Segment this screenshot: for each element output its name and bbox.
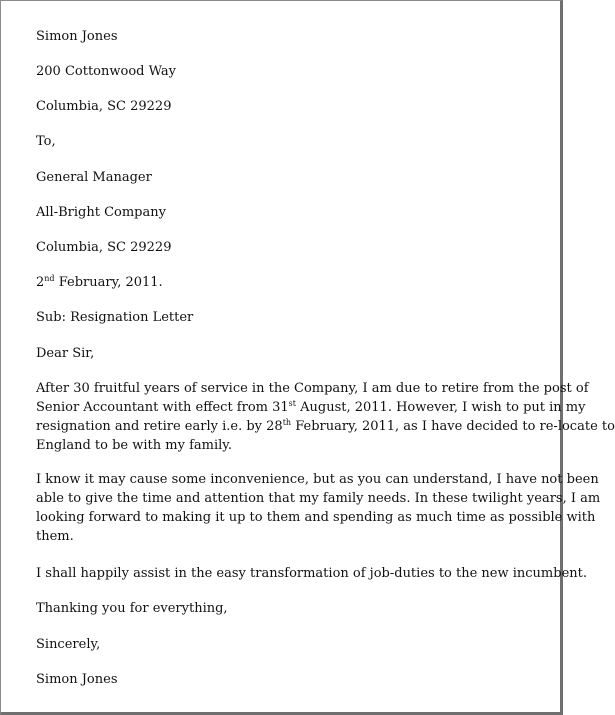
salutation: Dear Sir,	[36, 346, 95, 361]
paragraph-1-line-2-sup: st	[288, 399, 296, 408]
paragraph-1-line-2	[36, 399, 586, 418]
subject-line: Sub: Resignation Letter	[36, 310, 194, 325]
letter-date	[36, 274, 546, 292]
paragraph-1-line-3-b: February, 2011, as I have decided to re-locate to	[291, 419, 615, 434]
paragraph-1-line-3-sup: th	[282, 418, 292, 427]
sender-name: Simon Jones	[36, 29, 118, 44]
paragraph-1-line-2-b: August, 2011. However, I wish to put in my	[295, 400, 586, 415]
sender-street: 200 Cottonwood Way	[36, 64, 176, 79]
date-day: 2	[36, 275, 45, 290]
signature-name: Simon Jones	[36, 672, 118, 687]
paragraph-1	[36, 380, 615, 456]
closing-line: Sincerely,	[36, 637, 101, 652]
sender-city: Columbia, SC 29229	[36, 99, 172, 114]
paragraph-2-line-3: looking forward to making it up to them and spending as much time as possible with	[36, 510, 596, 525]
date-suffix: nd	[44, 274, 55, 283]
recipient-company: All-Bright Company	[36, 205, 166, 220]
paragraph-3: I shall happily assist in the easy transformation of job-duties to the new incumbent.	[36, 566, 588, 581]
paragraph-1-line-3	[36, 418, 615, 437]
thanks-line: Thanking you for everything,	[36, 601, 228, 616]
paragraph-2-line-1: I know it may cause some inconvenience, but as you can understand, I have not been	[36, 472, 599, 487]
paragraph-2-line-2: able to give the time and attention that my family needs. In these twilight years, I am	[36, 491, 601, 506]
paragraph-1-line-2-a: Senior Accountant with effect from 31	[36, 400, 289, 415]
paragraph-2-line-4: them.	[36, 529, 74, 544]
to-label: To,	[36, 134, 56, 149]
recipient-title: General Manager	[36, 170, 152, 185]
paragraph-1-line-3-a: resignation and retire early i.e. by 28	[36, 419, 283, 434]
paragraph-1-line-1: After 30 fruitful years of service in the Company, I am due to retire from the post of	[36, 381, 589, 396]
date-rest: February, 2011.	[54, 275, 163, 290]
paragraph-2	[36, 471, 601, 547]
recipient-city: Columbia, SC 29229	[36, 240, 172, 255]
paragraph-1-line-4: England to be with my family.	[36, 438, 233, 453]
